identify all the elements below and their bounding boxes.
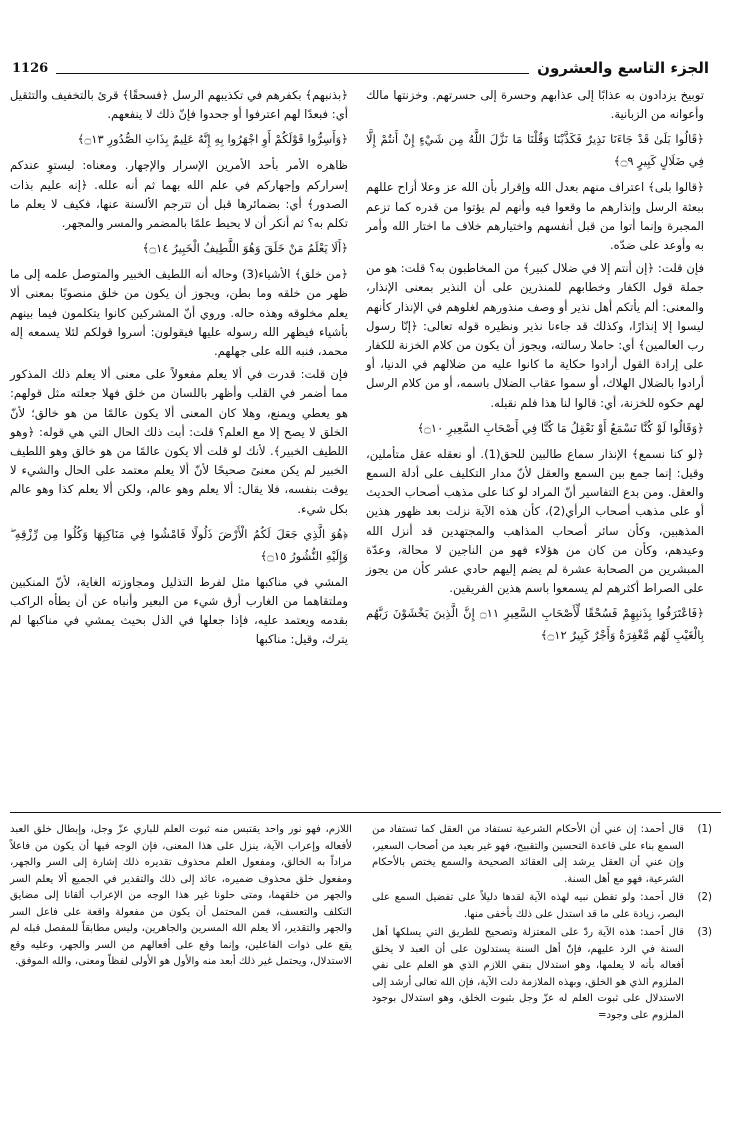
right-column xyxy=(366,86,704,652)
paragraph: ﴿بذنبهم﴾ بكفرهم في تكذيبهم الرسل ﴿فسحقًا﴾ قرئ بالتخفيف والتثقيل أي: فبعدًا لهم اعترفوا أو جحدوا فإنّ ذلك لا ينفعهم. xyxy=(10,88,348,122)
left-column xyxy=(10,86,348,654)
quran-verse: ﴿قَالُوا بَلَىٰ قَدْ جَاءَنَا نَذِيرٌ فَكَذَّبْنَا وَقُلْنَا مَا نَزَّلَ اللَّهُ مِن شَيْءٍ إِنْ أَنتُمْ إِلَّا فِي ضَلَالٍ كَبِيرٍ ۝٩﴾ xyxy=(366,132,704,169)
footnote xyxy=(372,890,712,923)
paragraph: ﴿قالوا بلى﴾ اعتراف منهم بعدل الله وإقرار بأن الله عز وعلا أزاح عللهم ببعثة الرسل وإنذارهم ما وقعوا فيه وأنهم لم يؤتوا من قدره كما تزعم المجبرة وإنما أتوا من قبل أنفسهم واختيارهم خلاف ما اختار الله وأمر به وأوعد على ضدّه. xyxy=(366,180,704,253)
paragraph: فإن قلت: قدرت في ألا يعلم مفعولاً على معنى ألا يعلم ذلك المذكور مما أضمر في القلب وأظهر باللسان من خلق فهلا جعلته مثل قولهم: هو يعطي ويمنع، وهلا كان المعنى ألا يكون عالمًا من هو خالق؛ لأنّ الخلق لا يصح إلا مع العلم؟ قلت: أبت ذلك الحال التي هي قوله: ﴿وهو اللطيف الخبير﴾. لأنك لو قلت ألا يكون عالمًا من هو خالق وهو اللطيف الخبير لم يكن معنىً صحيحًا لأنّ ألا يعلم معتمد على الحال والشيء لا يوقت بنفسه، فلا يقال: ألا يعلم وهو عالم، ولكن ألا يعلم كذا وهو عالم بكل شيء. xyxy=(10,367,348,516)
page-header xyxy=(12,56,709,80)
paragraph: فإن قلت: ﴿إن أنتم إلا في ضلال كبير﴾ من المخاطبون به؟ قلت: هو من جملة قول الكفار وخطابهم للمنذرين على أن النذير بمعنى الإنذار، والمعنى: ألم يأتكم أهل نذير أو وصف منذورهم لغلوهم في الإنذار كأنهم ليسوا إلا إنذارًا، وكذلك قد جاءنا نذير ونظيره قوله تعالى: ﴿إنّا رسول رب العالمين﴾ أي: حاملا رسالته، ويجوز أن يكون من كلام الخزنة للكفار على إرادة القول أرادوا حكاية ما كانوا عليه من ضلالهم في الدنيا، أو أرادوا بالضلال الهلاك، أو سموا عقاب الضلال باسمه، أو من كلام الرسل لهم حكوه للخزنة، أي: قالوا لنا هذا فلم نقبله. xyxy=(366,261,704,410)
footnote xyxy=(372,925,712,1024)
footnote-text: قال أحمد: إن عني أن الأحكام الشرعية تستفاد من العقل كما تستفاد من السمع بناء على قاعدة التحسين والتقبيح، فهو غير بعيد من أصحاب السعير، وإن عني أن العقل يرشد إلى العقائد الصحيحة والسمع يختص بالأحكام الشرعية، فهو مع أهل السنة. xyxy=(372,824,684,885)
page-number: 1126 xyxy=(12,60,49,76)
footnote-number: (2) xyxy=(697,892,712,903)
paragraph: ﴿لو كنا نسمع﴾ الإنذار سماع طالبين للحق(1). أو نعقله عقل متأملين، وقيل: إنما جمع بين السمع والعقل لأنّ مدار التكليف على أدلة السمع والعقل. ومن بدع التفاسير أنّ المراد لو كنا على مذهب أصحاب الحديث أو على مذهب أصحاب الرأي(2)، كأن هذه الآية نزلت بعد ظهور هذين المذهبين، وكأن سائر أصحاب المذاهب والمجتهدين قد أنزل الله وعيدهم، وكأن من كان من هؤلاء فهو من الناجين لا محالة، وعدّة المبشرين من الصحابة عشرة لم يضم إليهم حادي عشر كأن من يجوز على الصراط أكثرهم لم يسمعوا باسم هذين الفريقين. xyxy=(366,446,704,596)
chapter-title: الجزء التاسع والعشرون xyxy=(537,59,709,77)
paragraph: المشي في مناكبها مثل لفرط التذليل ومجاوزته الغاية، لأنّ المنكبين وملتقاهما من الغارب أرق شيء من البعير وأنباه عن أن يطأه الراكب بقدمه ويعتمد عليه، فإذا جعلها في الذل بحيث يمشي في مناكبها لم يترك، وقيل: مناكبها xyxy=(10,574,348,647)
footnote-number: (1) xyxy=(697,824,712,835)
paragraph: ظاهره الأمر بأحد الأمرين الإسرار والإجهار. ومعناه: ليستوِ عندكم إسراركم وإجهاركم في علم الله بهما ثم أنه علله. ﴿إنه عليم بذات الصدور﴾ أي: بضمائرها قبل أن تترجم الألسنة عنها، فكيف لا يعلم ما تكلم به؟ ثم أنكر أن لا يحيط علمًا بالمضمر والمسر والمجهر. xyxy=(10,158,348,231)
footnote xyxy=(372,822,712,888)
footnotes-right xyxy=(372,822,712,1026)
footnote-text: قال أحمد: ولو تفطن نبيه لهذه الآية لقدها دليلاً على تفضيل السمع على البصر، زيادة على ما قد استدل على ذلك بأخفى منها. xyxy=(372,892,684,920)
footnote-continuation: اللازم، فهو نور واحد يقتبس منه ثبوت العلم للباري عزّ وجل، وإبطال خلق العبد لأفعاله وإعراب الآية، ينزل على هذا المعنى، فإن الوجه فيها أن يكون من فاعلاً مراداً به الخالق، ومفعول العلم محذوف تقديره ذلك إشارة إلى السر والجهر، ومفعول خلق محذوف ضميره، عائد إلى ذلك والتقدير في الجميع ألا يعلم السر والجهر من خلقهما، ومتى حلونا غير هذا الوجه من الإعراب ألقانا إلى مضايق التكلف والتعسف، فمن المحتمل أن يكون من مفعولة واقعة على فاعل السر والجهر والتقدير، ألا يعلم الله المسرين والجاهرين، وليس مطابقاً للمفصل قبله لم يقع على ذوات الفاعلين، وإنما وقع على أفعالهم من السر والجهر، وعليه وقع الاستدلال، ويحتمل غير ذلك أبعد منه والأول هو الأولى لفظاً ومعنى، والله الموفق. xyxy=(10,824,352,967)
quran-verse: ﴿أَلَا يَعْلَمُ مَنْ خَلَقَ وَهُوَ اللَّطِيفُ الْخَبِيرُ ۝١٤﴾ xyxy=(142,241,348,256)
quran-verse: ﴿هُوَ الَّذِي جَعَلَ لَكُمُ الْأَرْضَ ذَلُولًا فَامْشُوا فِي مَنَاكِبِهَا وَكُلُوا مِن رِّزْقِهِ ۖ وَإِلَيْهِ النُّشُورُ ۝١٥﴾ xyxy=(10,526,348,563)
header-rule xyxy=(56,73,529,74)
footnote-number: (3) xyxy=(697,927,712,938)
paragraph: توبيخ يزدادون به عذابًا إلى عذابهم وحسرة إلى حسرتهم. وخزنتها مالك وأعوانه من الزبانية. xyxy=(366,88,704,122)
quran-verse: ﴿فَاعْتَرَفُوا بِذَنبِهِمْ فَسُحْقًا لِّأَصْحَابِ السَّعِيرِ ۝١١ إِنَّ الَّذِينَ يَخْشَوْنَ رَبَّهُم بِالْغَيْبِ لَهُم مَّغْفِرَةٌ وَأَجْرٌ كَبِيرٌ ۝١٢﴾ xyxy=(366,606,704,643)
footnote-text: قال أحمد: هذه الآية ردّ على المعتزلة وتصحيح للطريق التي يسلكها أهل السنة في الرد عليهم، فإنّ أهل السنة يستدلون على أن العبد لا يخلق أفعاله بأنه لا يعلمها، وهو استدلال بنفي اللازم الذي هو العلم على نفي الملزوم الذي هو الخلق، وبهذه الملازمة دلت الآية، فإن الله تعالى أرشد إلى الاستدلال على ثبوت العلم له عزّ وجل بثبوت الخلق، وهو استدلال بوجود الملزوم على وجود= xyxy=(372,927,684,1021)
quran-verse: ﴿وَقَالُوا لَوْ كُنَّا نَسْمَعُ أَوْ نَعْقِلُ مَا كُنَّا فِي أَصْحَابِ السَّعِيرِ ۝١٠﴾ xyxy=(417,420,704,435)
footnotes-left xyxy=(10,822,352,971)
footnote-separator xyxy=(10,812,721,813)
quran-verse: ﴿وَأَسِرُّوا قَوْلَكُمْ أَوِ اجْهَرُوا بِهِ إِنَّهُ عَلِيمٌ بِذَاتِ الصُّدُورِ ۝١٣﴾ xyxy=(77,132,348,147)
paragraph: ﴿من خلق﴾ الأشياء(3) وحاله أنه اللطيف الخبير والمتوصل علمه إلى ما ظهر من خلقه وما بطن، ويجوز أن يكون من خلق منصوبًا بمعنى ألا يعلم مخلوقه وهذه حاله. وروي أنّ المشركين كانوا يتكلمون فيما بينهم بأشياء فيظهر الله رسوله عليها فيقولون: أسروا قولكم لئلا يسمعه إله محمد، فنبه الله على جهلهم. xyxy=(10,267,348,359)
